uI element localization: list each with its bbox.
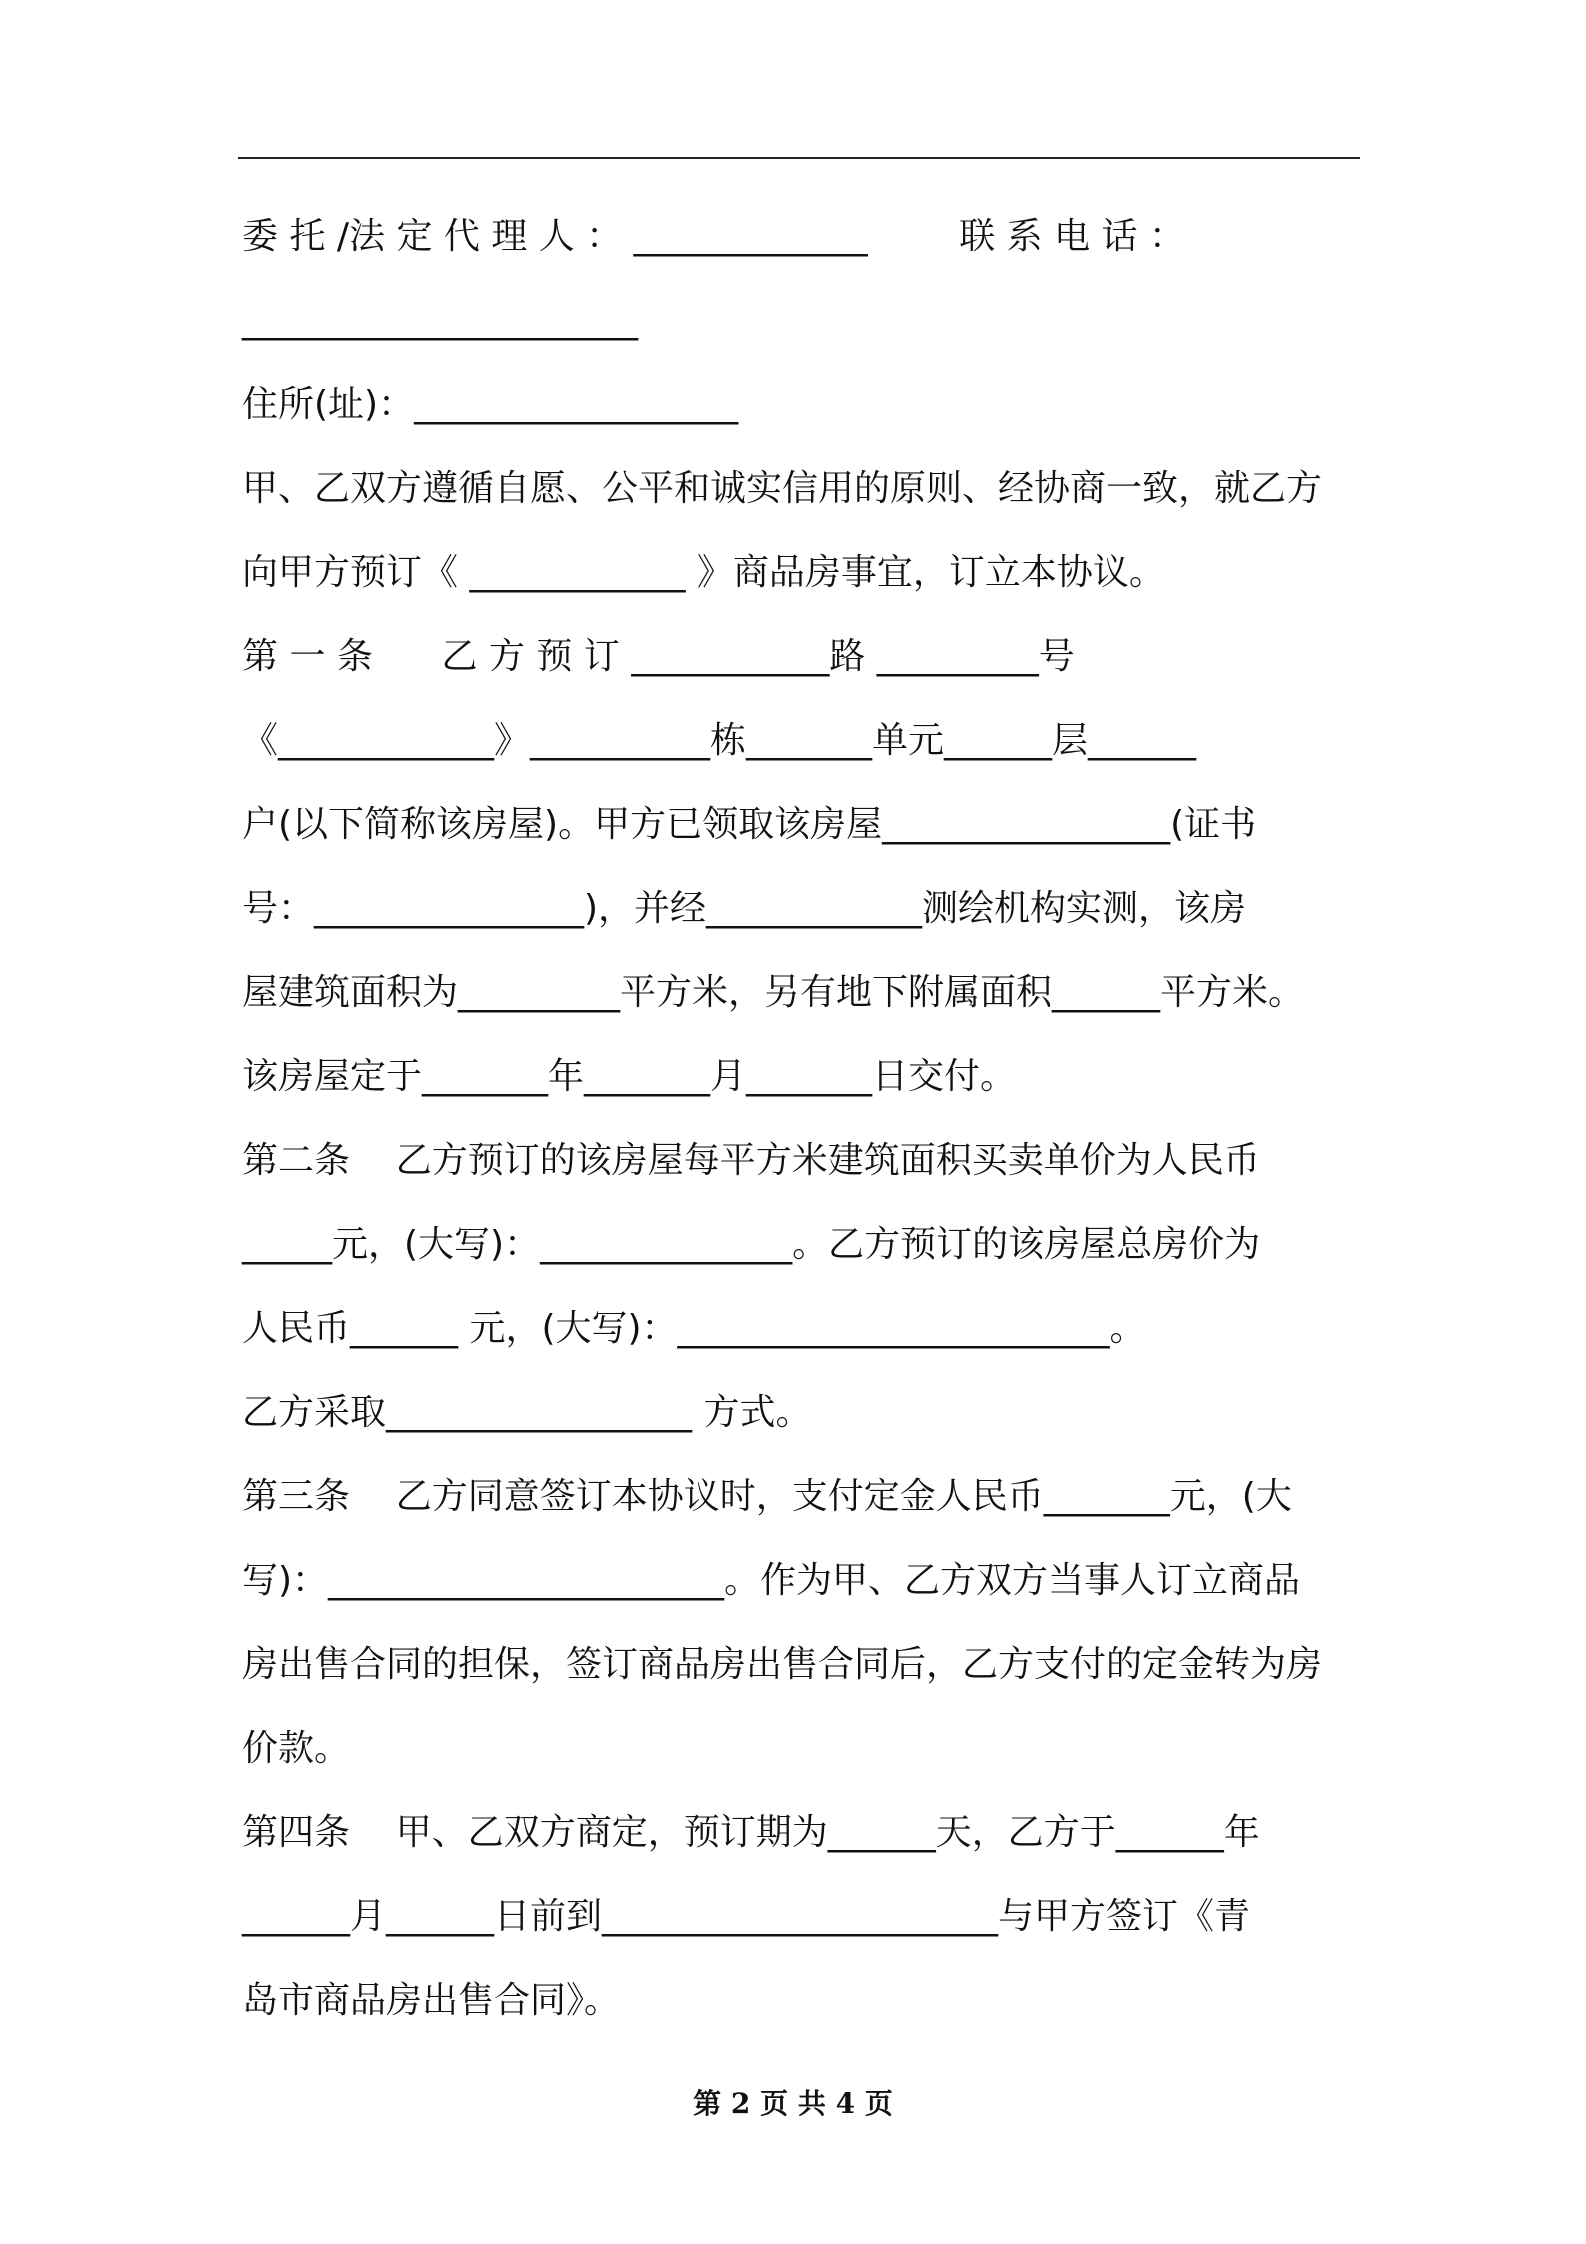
line-article-3-guarantee: 写)：______________________。作为甲、乙方双方当事人订立商品 [242, 1560, 1301, 1601]
header-rule [238, 157, 1360, 159]
line-preamble-1: 甲、乙双方遵循自愿、公平和诚实信用的原则、经协商一致，就乙方 [242, 468, 1323, 509]
line-article-1-delivery: 该房屋定于_______年_______月_______日交付。 [242, 1056, 1017, 1097]
line-article-1-certificate: 户(以下简称该房屋)。甲方已领取该房屋________________(证书 [242, 804, 1257, 845]
line-article-2-method: 乙方采取_________________ 方式。 [242, 1392, 812, 1433]
line-article-3-deposit: 第三条 乙方同意签订本协议时，支付定金人民币_______元，(大 [242, 1476, 1292, 1517]
line-article-4-period: 第四条 甲、乙双方商定，预订期为______天，乙方于______年 [242, 1812, 1260, 1853]
line-article-1-area: 屋建筑面积为_________平方米，另有地下附属面积______平方米。 [242, 972, 1305, 1013]
line-address: 住所(址)：__________________ [242, 384, 739, 425]
line-article-1-building: 《____________》__________栋_______单元______层______ [242, 720, 1196, 761]
line-article-2-unit: _____元，(大写)：______________。乙方预订的该房屋总房价为 [242, 1224, 1261, 1265]
line-phone-blank: ______________________ [242, 300, 638, 341]
line-agent: 委 托 /法 定 代 理 人 ： _____________ 联 系 电 话 ： [242, 216, 1185, 257]
line-article-4-sign: ______月______日前到______________________与甲方签订《青 [242, 1896, 1251, 1937]
line-article-2-price: 第二条 乙方预订的该房屋每平方米建筑面积买卖单价为人民币 [242, 1140, 1260, 1181]
line-article-3-transfer: 房出售合同的担保，签订商品房出售合同后，乙方支付的定金转为房 [242, 1644, 1323, 1685]
page-number: 第 2 页 共 4 页 [693, 2087, 893, 2120]
document-body [242, 195, 1360, 2043]
line-article-1-heading: 第 一 条 乙 方 预 订 ___________路 _________号 [242, 636, 1075, 677]
line-article-2-total: 人民币______ 元，(大写)：________________________。 [242, 1308, 1146, 1349]
line-article-4-contract: 岛市商品房出售合同》。 [242, 1980, 621, 2021]
line-article-1-survey: 号：_______________)，并经____________测绘机构实测，该房 [242, 888, 1247, 929]
line-article-3-payment: 价款。 [242, 1728, 351, 1769]
line-preamble-2: 向甲方预订《 ____________ 》商品房事宜，订立本协议。 [242, 552, 1165, 593]
